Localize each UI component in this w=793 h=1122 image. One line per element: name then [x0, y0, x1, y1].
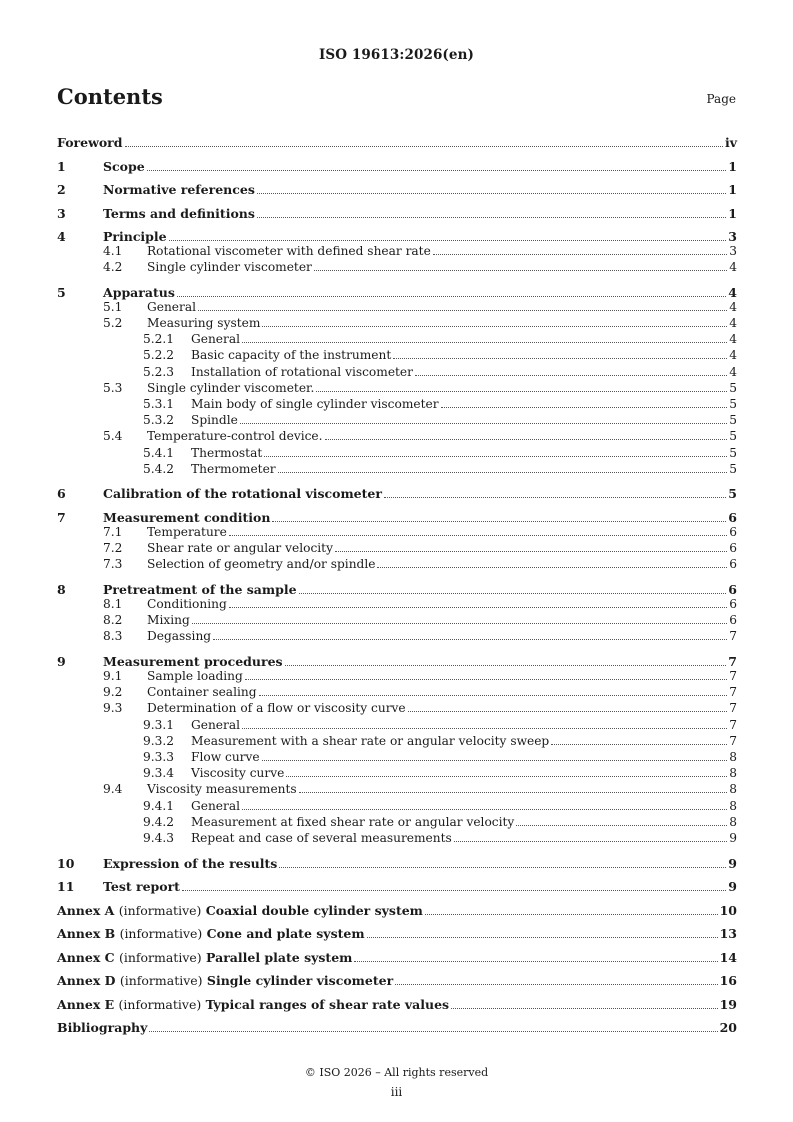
toc-entry-title: General	[191, 798, 240, 813]
toc-entry-number: 9.2	[103, 685, 123, 700]
toc-entry-page: 4	[729, 299, 737, 314]
dot-leader	[384, 497, 726, 498]
toc-entry-title: Spindle	[191, 413, 238, 428]
annex-informative: (informative)	[119, 973, 203, 989]
contents-title: Contents	[57, 84, 163, 109]
dot-leader	[393, 358, 727, 359]
toc-entry-number: 4	[57, 229, 66, 244]
toc-entry[interactable]	[57, 782, 737, 798]
toc-entry-page: 8	[729, 782, 737, 797]
toc-entry-title: Conditioning	[147, 597, 227, 611]
toc-entry-number: 4.1	[103, 244, 123, 258]
toc-entry-title: Sample loading	[147, 669, 243, 684]
toc-entry-number: 4.2	[103, 260, 123, 275]
toc-entry-title: Degassing	[147, 629, 212, 644]
toc-entry[interactable]	[57, 541, 737, 557]
toc-entry[interactable]	[57, 525, 737, 541]
toc-entry[interactable]	[57, 413, 737, 429]
toc-entry[interactable]	[57, 300, 737, 316]
annex-label: Annex B	[57, 926, 116, 942]
toc-entry-title	[57, 997, 449, 1012]
dot-leader	[192, 623, 727, 624]
document-id-header: ISO 19613:2026(en)	[318, 47, 475, 63]
toc-entry-page: 19	[719, 996, 737, 1012]
toc-entry-title: General	[147, 299, 196, 314]
toc-entry-title: Measurement with a shear rate or angular velocity sweep	[191, 733, 550, 748]
toc-entry-number: 5.4.2	[143, 461, 175, 476]
toc-entry-title: Container sealing	[147, 685, 257, 700]
toc-entry[interactable]	[57, 365, 737, 381]
toc-entry-number: 9.3.3	[143, 750, 175, 764]
toc-entry-page: 1	[728, 158, 737, 174]
toc-entry-number: 1	[57, 158, 66, 174]
dot-leader	[441, 407, 728, 408]
toc-entry-number: 7	[57, 509, 66, 525]
annex-title: Coaxial double cylinder system	[205, 902, 423, 918]
toc-entry-number: 5.1	[103, 299, 123, 314]
toc-entry-title: Measurement condition	[103, 509, 271, 525]
toc-entry-title: Pretreatment of the sample	[103, 582, 297, 597]
toc-entry-number: 5.3.2	[143, 413, 175, 428]
toc-entry-number: 5.4	[103, 429, 123, 444]
toc-entry-number: 9.3.1	[143, 717, 175, 732]
toc-entry-number: 9.4.3	[143, 830, 175, 845]
toc-entry[interactable]	[57, 1012, 737, 1036]
dot-leader	[229, 607, 727, 608]
toc-entry-page: 5	[728, 486, 737, 502]
dot-leader	[242, 809, 727, 810]
toc-entry-number: 10	[57, 855, 75, 871]
dot-leader	[198, 310, 727, 311]
toc-entry-page: 4	[729, 364, 737, 379]
annex-title: Typical ranges of shear rate values	[205, 996, 450, 1012]
toc-entry-title	[57, 950, 352, 965]
toc-entry-number: 5	[57, 284, 66, 300]
toc-entry-title: Foreword	[57, 135, 123, 150]
toc-entry[interactable]	[57, 557, 737, 573]
toc-entry-number: 9.4.1	[143, 798, 175, 813]
toc-entry-page: 7	[728, 654, 737, 670]
toc-entry-number: 7.3	[103, 557, 123, 572]
toc-entry-title: General	[191, 332, 240, 347]
dot-leader	[395, 984, 717, 985]
dot-leader	[245, 679, 727, 680]
toc-entry-page: 6	[729, 597, 737, 611]
toc-entry-page: 9	[729, 830, 737, 845]
toc-entry[interactable]	[57, 629, 737, 645]
toc-entry-number: 11	[57, 879, 75, 895]
toc-entry-title: Apparatus	[103, 284, 175, 300]
toc-entry-number: 8.2	[103, 613, 123, 628]
toc-entry-number: 9.3.2	[143, 733, 175, 748]
toc-entry-number: 5.3	[103, 380, 123, 395]
dot-leader	[354, 961, 717, 962]
annex-informative: (informative)	[118, 996, 202, 1012]
table-of-contents	[57, 122, 737, 1035]
dot-leader	[213, 639, 727, 640]
toc-entry-page: 5	[729, 413, 737, 428]
toc-entry-title: Rotational viscometer with defined shear rate	[147, 244, 431, 258]
toc-entry[interactable]	[57, 646, 737, 670]
dot-leader	[177, 296, 726, 297]
dot-leader	[299, 593, 727, 594]
dot-leader	[279, 867, 726, 868]
dot-leader	[257, 217, 726, 218]
toc-entry[interactable]	[57, 260, 737, 276]
toc-entry-title: Normative references	[103, 182, 255, 197]
toc-entry-page: 6	[728, 582, 737, 597]
toc-entry[interactable]	[57, 847, 737, 871]
toc-entry-number: 6	[57, 486, 66, 502]
page-column-label: Page	[706, 92, 736, 106]
toc-entry[interactable]	[57, 613, 737, 629]
dot-leader	[286, 776, 727, 777]
dot-leader	[415, 375, 727, 376]
dot-leader	[264, 456, 727, 457]
toc-entry-page: 3	[729, 244, 737, 258]
annex-title: Parallel plate system	[206, 949, 353, 965]
toc-entry-page: 20	[719, 1020, 737, 1036]
dot-leader	[285, 665, 727, 666]
toc-entry-title: Test report	[103, 879, 180, 895]
dot-leader	[240, 423, 727, 424]
toc-entry-page: 6	[729, 524, 737, 539]
toc-entry-title: Mixing	[147, 613, 190, 628]
toc-entry[interactable]	[57, 965, 737, 989]
copyright-footer: © ISO 2026 – All rights reserved	[304, 1066, 489, 1079]
toc-entry-page: 7	[729, 733, 737, 748]
dot-leader	[454, 841, 727, 842]
toc-entry-number: 5.3.1	[143, 397, 175, 411]
toc-entry[interactable]	[57, 348, 737, 364]
dot-leader	[182, 890, 726, 891]
dot-leader	[149, 1031, 717, 1032]
toc-entry-title: Thermostat	[191, 445, 263, 460]
toc-entry[interactable]	[57, 150, 737, 174]
toc-entry[interactable]	[57, 750, 737, 766]
toc-entry-page: 6	[728, 509, 737, 525]
toc-entry-page: 4	[729, 316, 737, 331]
toc-entry[interactable]	[57, 701, 737, 717]
toc-entry-page: 1	[728, 205, 737, 221]
dot-leader	[551, 744, 727, 745]
toc-entry-number: 5.4.1	[143, 445, 175, 460]
dot-leader	[125, 146, 723, 147]
toc-entry-page: 4	[729, 260, 737, 275]
toc-entry-title: Terms and definitions	[103, 205, 255, 221]
dot-leader	[278, 472, 728, 473]
dot-leader	[299, 792, 728, 793]
annex-label: Annex A	[57, 902, 115, 918]
toc-entry-number: 7.2	[103, 541, 123, 556]
toc-entry-title: Measuring system	[147, 316, 261, 331]
toc-entry[interactable]	[57, 429, 737, 445]
toc-entry-title: Thermometer	[191, 461, 276, 476]
toc-entry-title: Determination of a flow or viscosity curve	[147, 701, 406, 716]
toc-entry-page: 1	[728, 182, 737, 197]
toc-entry-page: 9	[728, 879, 737, 895]
toc-entry-title	[57, 926, 365, 941]
toc-entry-title: Temperature	[147, 524, 227, 539]
toc-entry[interactable]	[57, 381, 737, 397]
toc-entry[interactable]	[57, 462, 737, 478]
dot-leader	[433, 254, 727, 255]
dot-leader	[367, 937, 718, 938]
toc-entry[interactable]	[57, 221, 737, 245]
toc-entry-page: 5	[729, 461, 737, 476]
toc-entry-page: iv	[724, 135, 737, 150]
toc-entry[interactable]	[57, 122, 737, 150]
toc-entry[interactable]	[57, 685, 737, 701]
toc-entry-page: 5	[729, 380, 737, 395]
toc-entry-page: 16	[719, 973, 737, 989]
toc-entry-title: Repeat and case of several measurements	[191, 830, 452, 845]
toc-entry-title: Single cylinder viscometer	[147, 260, 312, 275]
toc-entry-number: 8.1	[103, 597, 123, 611]
annex-label: Annex D	[57, 973, 116, 989]
toc-entry[interactable]	[57, 766, 737, 782]
toc-entry-page: 7	[729, 701, 737, 716]
toc-entry-title: Shear rate or angular velocity	[147, 541, 333, 556]
dot-leader	[229, 535, 727, 536]
annex-title: Single cylinder viscometer	[206, 973, 394, 989]
dot-leader	[316, 391, 727, 392]
toc-entry-page: 5	[729, 445, 737, 460]
toc-entry-title: Viscosity curve	[191, 766, 285, 781]
page-number: iii	[390, 1085, 403, 1099]
annex-label: Annex E	[57, 996, 115, 1012]
toc-entry-title	[57, 903, 423, 918]
toc-entry-number: 8.3	[103, 629, 123, 644]
dot-leader	[262, 760, 728, 761]
toc-entry-page: 6	[729, 613, 737, 628]
dot-leader	[169, 240, 727, 241]
toc-entry-number: 3	[57, 205, 66, 221]
toc-entry-title	[57, 973, 393, 988]
toc-entry[interactable]	[57, 799, 737, 815]
toc-entry[interactable]	[57, 174, 737, 198]
dot-leader	[257, 193, 726, 194]
toc-entry-number: 9.3.4	[143, 766, 175, 781]
toc-entry-page: 9	[728, 855, 737, 871]
toc-entry-number: 7.1	[103, 524, 123, 539]
toc-entry-number: 9	[57, 654, 66, 670]
toc-entry[interactable]	[57, 316, 737, 332]
toc-entry[interactable]	[57, 332, 737, 348]
toc-entry-title: Selection of geometry and/or spindle	[147, 557, 376, 572]
toc-entry[interactable]	[57, 197, 737, 221]
toc-entry-page: 8	[729, 766, 737, 781]
toc-entry[interactable]	[57, 894, 737, 918]
toc-entry-page: 5	[729, 397, 737, 411]
toc-entry-page: 13	[719, 926, 737, 942]
dot-leader	[259, 695, 728, 696]
toc-entry-page: 8	[729, 798, 737, 813]
toc-entry-page: 5	[729, 429, 737, 444]
toc-entry-number: 9.3	[103, 701, 123, 716]
toc-entry-page: 7	[729, 669, 737, 684]
toc-entry-number: 9.4	[103, 782, 123, 797]
toc-entry-page: 4	[728, 284, 737, 300]
dot-leader	[314, 270, 727, 271]
toc-entry-title: Expression of the results	[103, 855, 278, 871]
toc-entry-number: 2	[57, 182, 66, 197]
toc-entry[interactable]	[57, 501, 737, 525]
annex-label: Annex C	[57, 949, 115, 965]
toc-entry-page: 4	[729, 332, 737, 347]
toc-entry[interactable]	[57, 397, 737, 413]
toc-entry-title: Calibration of the rotational viscometer	[103, 486, 382, 502]
toc-entry-title: Measurement procedures	[103, 654, 283, 670]
dot-leader	[377, 567, 727, 568]
toc-entry-page: 8	[729, 750, 737, 764]
toc-entry-page: 3	[728, 229, 737, 244]
dot-leader	[425, 914, 718, 915]
toc-entry[interactable]	[57, 718, 737, 734]
dot-leader	[516, 825, 727, 826]
toc-entry-page: 7	[729, 685, 737, 700]
toc-entry[interactable]	[57, 244, 737, 260]
dot-leader	[451, 1008, 718, 1009]
toc-entry-title: Single cylinder viscometer.	[147, 380, 315, 395]
toc-entry[interactable]	[57, 815, 737, 831]
toc-entry-number: 5.2.3	[143, 364, 175, 379]
toc-entry-title: Viscosity measurements	[147, 782, 297, 797]
dot-leader	[272, 521, 726, 522]
toc-entry-number: 9.1	[103, 669, 123, 684]
toc-entry-title: Basic capacity of the instrument	[191, 348, 392, 363]
toc-entry[interactable]	[57, 446, 737, 462]
toc-entry-title: General	[191, 717, 240, 732]
toc-entry-page: 6	[729, 557, 737, 572]
toc-entry-number: 5.2.1	[143, 332, 175, 347]
toc-entry-number: 9.4.2	[143, 814, 175, 829]
toc-entry-number: 8	[57, 582, 66, 597]
toc-entry[interactable]	[57, 669, 737, 685]
toc-entry-title: Measurement at fixed shear rate or angular velocity	[191, 814, 515, 829]
toc-entry-page: 7	[729, 629, 737, 644]
toc-entry[interactable]	[57, 597, 737, 613]
annex-informative: (informative)	[118, 902, 202, 918]
toc-entry[interactable]	[57, 831, 737, 847]
toc-entry-page: 6	[729, 541, 737, 556]
toc-entry-page: 7	[729, 717, 737, 732]
toc-entry[interactable]	[57, 918, 737, 942]
toc-entry-page: 8	[729, 814, 737, 829]
toc-entry[interactable]	[57, 478, 737, 502]
annex-title: Cone and plate system	[206, 926, 365, 942]
dot-leader	[335, 551, 727, 552]
toc-entry-page: 4	[729, 348, 737, 363]
dot-leader	[147, 170, 727, 171]
toc-entry-title: Flow curve	[191, 750, 260, 764]
dot-leader	[242, 728, 727, 729]
toc-entry-title: Bibliography	[57, 1020, 148, 1036]
toc-entry-page: 10	[719, 902, 737, 918]
toc-entry-title: Installation of rotational viscometer	[191, 364, 413, 379]
toc-entry[interactable]	[57, 941, 737, 965]
toc-entry-page: 14	[719, 949, 737, 965]
toc-entry[interactable]	[57, 988, 737, 1012]
toc-entry[interactable]	[57, 276, 737, 300]
dot-leader	[408, 711, 728, 712]
toc-entry-number: 5.2.2	[143, 348, 175, 363]
dot-leader	[262, 326, 727, 327]
annex-informative: (informative)	[119, 926, 203, 942]
dot-leader	[325, 439, 728, 440]
toc-entry-title: Temperature-control device.	[147, 429, 323, 444]
annex-informative: (informative)	[118, 949, 202, 965]
toc-entry[interactable]	[57, 574, 737, 598]
toc-entry-title: Main body of single cylinder viscometer	[191, 397, 439, 411]
toc-entry-number: 5.2	[103, 316, 123, 331]
toc-entry-title: Principle	[103, 229, 167, 244]
dot-leader	[242, 342, 727, 343]
toc-entry-title: Scope	[103, 158, 145, 174]
toc-entry[interactable]	[57, 871, 737, 895]
toc-entry[interactable]	[57, 734, 737, 750]
